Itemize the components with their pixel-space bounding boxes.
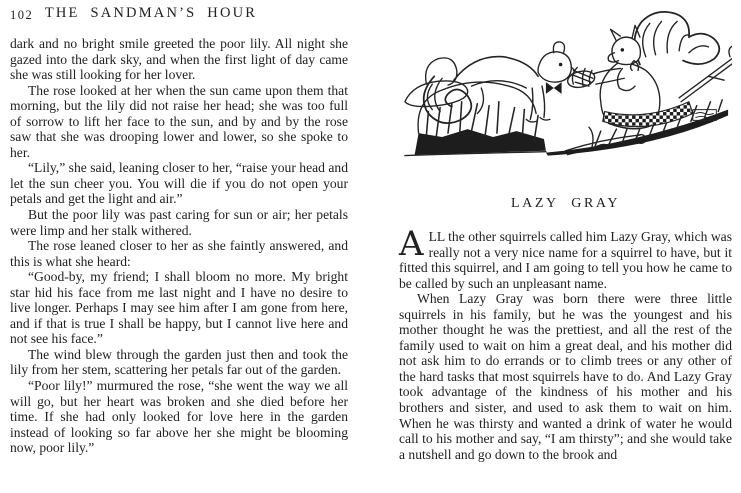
grassy-bank [405,82,546,156]
right-page [399,5,732,462]
running-title: THE SANDMAN’S HOUR [44,5,258,21]
paragraph: But the poor lily was past caring for sun or air; her petals were limp and her stalk withered. [10,207,348,238]
page-number: 102 [10,8,34,22]
mother-squirrel [566,12,719,129]
drop-cap: A [399,224,424,264]
paragraph: “Lily,” she said, leaning closer to her, “raise your head and let the sun cheer you. You will die if you do not open your petals and get the light and air.” [10,160,348,207]
left-page-body [10,36,348,456]
paragraph: The wind blew through the garden just then and took the lily from her stem, scattering her petals far out of the garden. [10,346,348,378]
bare-branch [679,45,732,102]
paragraph: The rose looked at her when the sun came upon them that morning, but the lily did not raise her head; she was too full of sorrow to lift her face to the sun, and by and by the rose saw that she was drooping lower and lower, so she spoke to her. [10,82,348,160]
left-page [10,5,348,456]
squirrels-illustration [399,5,732,175]
left-page-header [10,5,348,25]
paragraph: When Lazy Gray was born there were three little squirrels in his family, but he was the youngest and his mother thought he was the prettiest, and all the rest of the family used to wait on him a great deal, and his mother did not ask him to do errands or to climb trees or any other of the hard tasks that most squirrels have to do. And Lazy Gray took advantage of the kindness of his mother and his brothers and sister, and used to ask them to wait on him. When he was thirsty and wanted a drink of water he would call to his mother and say, “I am thirsty”; and she would take a nutshell and go down to the brook and [399,291,732,462]
right-page-body [399,224,732,462]
hat [405,58,468,107]
paragraph: dark and no bright smile greeted the poor lily. All night she gazed into the dark sky, and when the first light of day came she was still looking for her lover. [10,36,348,83]
opening-paragraph-text: LL the other squirrels called him Lazy Gray, which was really not a very nice name for a squirrel to have, but it fitted this squirrel, and I am going to tell you how he came to be called by such an unpleasant name. [399,229,732,291]
paragraph: “Good-by, my friend; I shall bloom no more. My bright star hid his face from me last night and I have no desire to live longer. Perhaps I may see him after I am gone from here, and if that is true I shall be happy, but I cannot live here and not see his face.” [10,269,348,347]
opening-paragraph [399,224,732,291]
paragraph: “Poor lily!” murmured the rose, “she went the way we all will go, but her heart was broken and she died before her time. If she had only looked for love here in the garden instead of looking so far above her she might be blooming now, poor lily.” [10,378,348,456]
chapter-title: LAZY GRAY [510,196,621,211]
squirrels-illustration-drawing [399,5,732,175]
paragraph: The rose leaned closer to her as she faintly answered, and this is what she heard: [10,238,348,269]
